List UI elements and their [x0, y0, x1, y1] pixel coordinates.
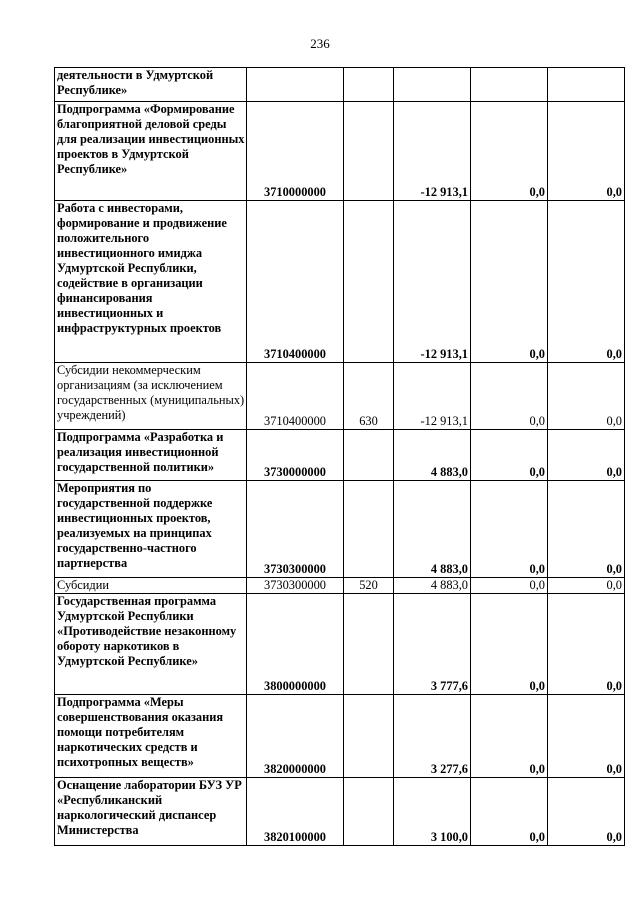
- table-row: [55, 481, 625, 578]
- row-type-cell: [344, 695, 394, 778]
- row-amount2-cell: 0,0: [471, 594, 548, 695]
- row-name-cell: Работа с инвесторами, формирование и продвижение положительного инвестиционного имиджа Удмуртской Республики, содействие в организации финансирования инвестиционных и инфраструктурных проектов: [55, 201, 247, 363]
- row-amount3-cell: 0,0: [548, 578, 625, 594]
- row-amount2-cell: 0,0: [471, 481, 548, 578]
- row-type-cell: [344, 68, 394, 102]
- row-amount1-cell: 3 100,0: [394, 778, 471, 846]
- row-name-cell: Государственная программа Удмуртской Республики «Противодействие незаконному обороту наркотиков в Удмуртской Республике»: [55, 594, 247, 695]
- row-type-cell: [344, 102, 394, 201]
- row-amount2-cell: 0,0: [471, 430, 548, 481]
- row-amount2-cell: [471, 68, 548, 102]
- row-amount1-cell: -12 913,1: [394, 363, 471, 430]
- table-row: [55, 68, 625, 102]
- row-name-cell: Субсидии некоммерческим организациям (за исключением государственных (муниципальных) учреждений): [55, 363, 247, 430]
- row-amount3-cell: 0,0: [548, 695, 625, 778]
- row-type-cell: 520: [344, 578, 394, 594]
- row-name-cell: Подпрограмма «Разработка и реализация инвестиционной государственной политики»: [55, 430, 247, 481]
- row-type-cell: [344, 201, 394, 363]
- page-number: 236: [310, 36, 330, 51]
- row-amount3-cell: 0,0: [548, 430, 625, 481]
- row-code-cell: 3800000000: [247, 594, 344, 695]
- row-amount1-cell: -12 913,1: [394, 102, 471, 201]
- row-code-cell: 3820000000: [247, 695, 344, 778]
- row-amount1-cell: 4 883,0: [394, 430, 471, 481]
- budget-table: [54, 67, 625, 846]
- row-amount1-cell: 3 777,6: [394, 594, 471, 695]
- row-amount3-cell: 0,0: [548, 102, 625, 201]
- table-row: [55, 695, 625, 778]
- row-amount1-cell: -12 913,1: [394, 201, 471, 363]
- row-code-cell: 3820100000: [247, 778, 344, 846]
- row-type-cell: [344, 481, 394, 578]
- row-amount1-cell: 4 883,0: [394, 481, 471, 578]
- row-code-cell: 3730000000: [247, 430, 344, 481]
- table-row: [55, 594, 625, 695]
- row-amount3-cell: 0,0: [548, 363, 625, 430]
- row-name-cell: Подпрограмма «Формирование благоприятной деловой среды для реализации инвестиционных проектов в Удмуртской Республике»: [55, 102, 247, 201]
- table-row: [55, 430, 625, 481]
- row-amount2-cell: 0,0: [471, 695, 548, 778]
- row-code-cell: 3710400000: [247, 201, 344, 363]
- row-amount2-cell: 0,0: [471, 102, 548, 201]
- row-amount2-cell: 0,0: [471, 201, 548, 363]
- row-code-cell: [247, 68, 344, 102]
- row-amount3-cell: 0,0: [548, 201, 625, 363]
- row-type-cell: [344, 430, 394, 481]
- row-type-cell: [344, 778, 394, 846]
- row-code-cell: 3710400000: [247, 363, 344, 430]
- row-name-cell: Мероприятия по государственной поддержке инвестиционных проектов, реализуемых на принципах государственно-частного партнерства: [55, 481, 247, 578]
- row-amount3-cell: 0,0: [548, 778, 625, 846]
- table-row: [55, 578, 625, 594]
- row-code-cell: 3730300000: [247, 481, 344, 578]
- row-amount2-cell: 0,0: [471, 363, 548, 430]
- table-row: [55, 363, 625, 430]
- row-code-cell: 3710000000: [247, 102, 344, 201]
- row-type-cell: 630: [344, 363, 394, 430]
- row-amount1-cell: [394, 68, 471, 102]
- table-row: [55, 778, 625, 846]
- row-name-cell: Оснащение лаборатории БУЗ УР «Республиканский наркологический диспансер Министерства: [55, 778, 247, 846]
- row-amount1-cell: 3 277,6: [394, 695, 471, 778]
- row-name-cell: деятельности в Удмуртской Республике»: [55, 68, 247, 102]
- table-row: [55, 102, 625, 201]
- table-row: [55, 201, 625, 363]
- row-name-cell: Подпрограмма «Меры совершенствования оказания помощи потребителям наркотических средств и психотропных веществ»: [55, 695, 247, 778]
- row-code-cell: 3730300000: [247, 578, 344, 594]
- row-amount3-cell: [548, 68, 625, 102]
- row-amount3-cell: 0,0: [548, 481, 625, 578]
- row-amount3-cell: 0,0: [548, 594, 625, 695]
- row-name-cell: Субсидии: [55, 578, 247, 594]
- row-type-cell: [344, 594, 394, 695]
- row-amount2-cell: 0,0: [471, 778, 548, 846]
- row-amount2-cell: 0,0: [471, 578, 548, 594]
- row-amount1-cell: 4 883,0: [394, 578, 471, 594]
